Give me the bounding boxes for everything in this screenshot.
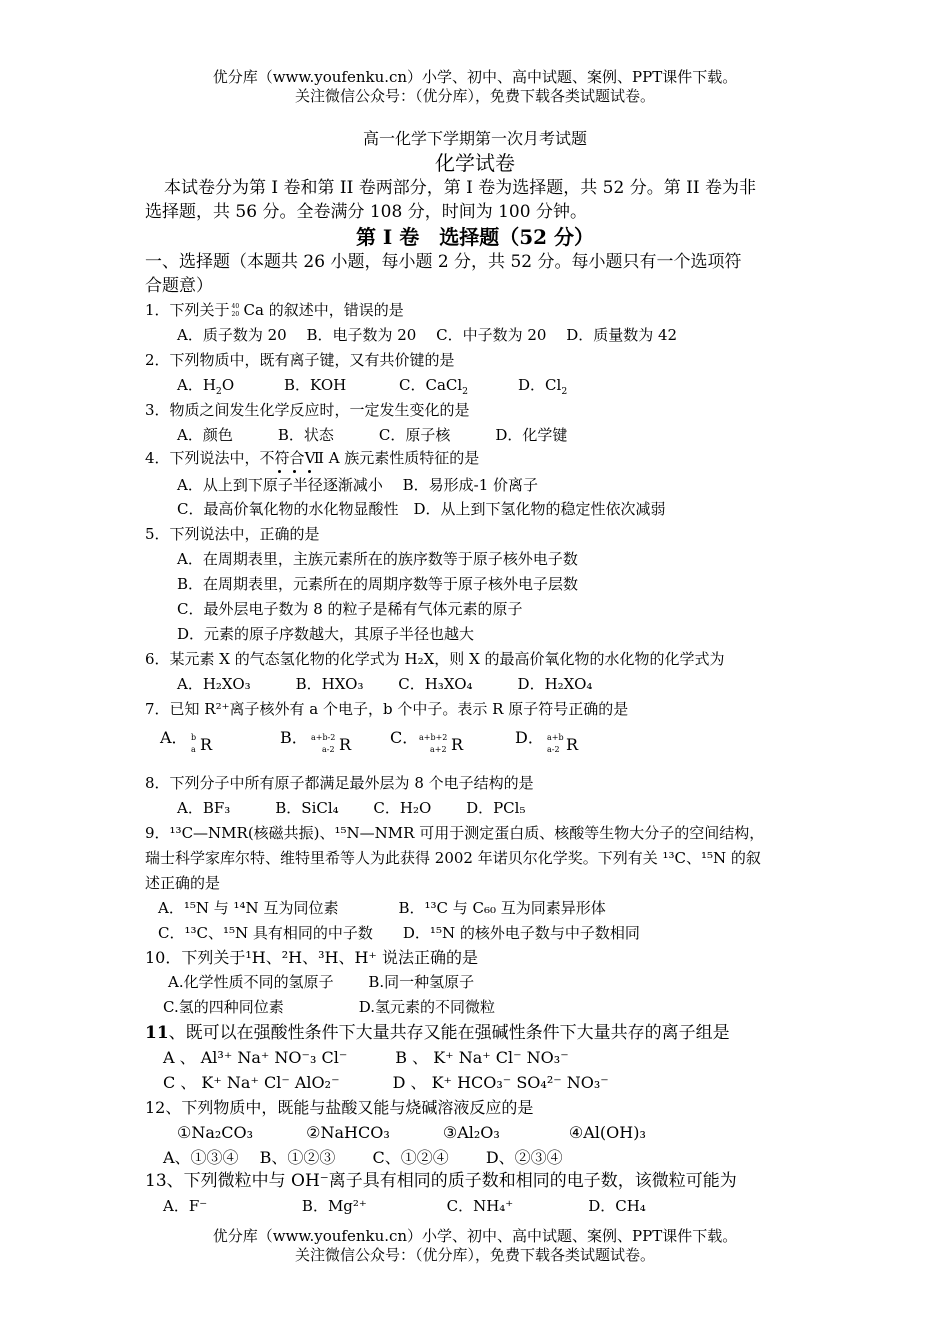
- question-5-stem: 5．下列说法中，正确的是: [145, 525, 320, 543]
- question-6-options: A．H₂XO₃ B．HXO₃ C．H₃XO₄ D．H₂XO₄: [177, 675, 593, 693]
- intro-line-1: 本试卷分为第 I 卷和第 II 卷两部分，第 I 卷为选择题，共 52 分。第 II 卷为非: [164, 178, 756, 198]
- question-9-options-2: C．¹³C、¹⁵N 具有相同的中子数 D．¹⁵N 的核外电子数与中子数相同: [158, 924, 640, 942]
- emphasis-dot: [293, 470, 296, 473]
- question-1-options: A．质子数为 20 B．电子数为 20 C．中子数为 20 D．质量数为 42: [177, 326, 678, 344]
- footer-line-2: 关注微信公众号：（优分库），免费下载各类试题试卷。: [294, 1246, 655, 1264]
- section-instruction-1: 一、选择题（本题共 26 小题，每小题 2 分，共 52 分。每小题只有一个选项符: [145, 252, 742, 272]
- question-9-line-3: 述正确的是: [145, 874, 221, 892]
- question-3-options: A．颜色 B．状态 C．原子核 D．化学键: [177, 426, 568, 444]
- question-12-items: ①Na₂CO₃ ②NaHCO₃ ③Al₂O₃ ④Al(OH)₃: [177, 1123, 646, 1142]
- footer-line-1: 优分库（www.youfenku.cn）小学、初中、高中试题、案例、PPT课件下载。: [212, 1227, 738, 1245]
- question-2-option-c: C．CaCl$_2$: [399, 376, 469, 397]
- emphasis-dot: [278, 470, 281, 473]
- question-7-option-c: C． a+b+2 a+2 R: [390, 728, 464, 754]
- question-9-line-1: 9．¹³C—NMR(核磁共振)、¹⁵N—NMR 可用于测定蛋白质、核酸等生物大分子的空间结构，: [145, 824, 765, 842]
- question-11-stem: 11、既可以在强酸性条件下大量共存又能在强碱性条件下大量共存的离子组是: [145, 1023, 730, 1043]
- question-6-stem: 6．某元素 X 的气态氢化物的化学式为 H₂X，则 X 的最高价氧化物的水化物的化学式为: [145, 650, 725, 668]
- question-2-stem: 2．下列物质中，既有离子键，又有共价键的是: [145, 351, 455, 369]
- question-4-stem: 4．下列说法中，不符合Ⅶ A 族元素性质特征的是: [145, 449, 480, 467]
- question-9-options-1: A．¹⁵N 与 ¹⁴N 互为同位素 B．¹³C 与 C₆₀ 互为同素异形体: [158, 899, 606, 917]
- question-10-stem: 10．下列关于¹H、²H、³H、H⁺ 说法正确的是: [145, 948, 478, 967]
- question-2-option-b: B．KOH: [284, 376, 347, 394]
- question-7-option-d: D． a+b a-2 R: [515, 728, 579, 754]
- question-7-option-b: B． a+b-2 a-2 R: [280, 728, 352, 754]
- question-1-stem: 1．下列关于 40 20 Ca 的叙述中，错误的是: [145, 301, 404, 319]
- question-11-options-2: C 、 K⁺ Na⁺ Cl⁻ AlO₂⁻ D 、 K⁺ HCO₃⁻ SO₄²⁻ NO₃⁻: [163, 1073, 609, 1092]
- exam-title: 高一化学下学期第一次月考试题: [362, 129, 587, 148]
- question-5-option-b: B．在周期表里，元素所在的周期序数等于原子核外电子层数: [177, 575, 579, 593]
- question-5-option-c: C．最外层电子数为 8 的粒子是稀有气体元素的原子: [177, 600, 523, 618]
- question-4-options-2: C．最高价氧化物的水化物显酸性 D．从上到下氢化物的稳定性依次减弱: [177, 500, 666, 518]
- emphasis-dot: [308, 470, 311, 473]
- header-line-1: 优分库（www.youfenku.cn）小学、初中、高中试题、案例、PPT课件下载。: [212, 68, 738, 86]
- question-8-options: A．BF₃ B．SiCl₄ C．H₂O D．PCl₅: [177, 799, 526, 817]
- question-5-option-d: D．元素的原子序数越大，其原子半径也越大: [177, 625, 475, 643]
- question-7-option-a: A． b a R: [160, 728, 213, 754]
- question-10-options-1: A.化学性质不同的氢原子 B.同一种氢原子: [168, 973, 475, 991]
- isotope-mass: 40: [231, 302, 240, 310]
- isotope-number: 20: [231, 310, 240, 318]
- question-12-stem: 12、下列物质中，既能与盐酸又能与烧碱溶液反应的是: [145, 1098, 534, 1117]
- question-13-stem: 13、下列微粒中与 OH⁻离子具有相同的质子数和相同的电子数，该微粒可能为: [145, 1171, 737, 1191]
- question-5-option-a: A．在周期表里，主族元素所在的族序数等于原子核外电子数: [177, 550, 578, 568]
- question-3-stem: 3．物质之间发生化学反应时，一定发生变化的是: [145, 401, 470, 419]
- question-8-stem: 8．下列分子中所有原子都满足最外层为 8 个电子结构的是: [145, 774, 534, 792]
- section-heading: 第 I 卷 选择题（52 分）: [355, 225, 595, 249]
- question-2-option-d: D．$Cl_2$: [518, 376, 568, 397]
- intro-line-2: 选择题，共 56 分。全卷满分 108 分，时间为 100 分钟。: [145, 202, 587, 222]
- question-11-options-1: A 、 Al³⁺ Na⁺ NO⁻₃ Cl⁻ B 、 K⁺ Na⁺ Cl⁻ NO₃⁻: [163, 1048, 569, 1067]
- emphasis-not-conform: 不符合: [259, 449, 305, 467]
- question-2-option-a: A．$H_2O$: [177, 376, 235, 397]
- section-instruction-2: 合题意）: [145, 276, 213, 296]
- header-line-2: 关注微信公众号：（优分库），免费下载各类试题试卷。: [294, 87, 655, 105]
- question-12-options: A、①③④ B、①②③ C、①②④ D、②③④: [163, 1148, 563, 1167]
- question-4-options-1: A．从上到下原子半径逐渐减小 B．易形成-1 价离子: [177, 476, 539, 494]
- question-13-options: A．F⁻ B．Mg²⁺ C．NH₄⁺ D．CH₄: [163, 1197, 646, 1215]
- question-9-line-2: 瑞士科学家库尔特、维特里希等人为此获得 2002 年诺贝尔化学奖。下列有关 ¹³C、¹⁵N 的叙: [145, 849, 761, 867]
- exam-subtitle: 化学试卷: [435, 151, 515, 175]
- question-10-options-2: C.氢的四种同位素 D.氢元素的不同微粒: [163, 998, 495, 1016]
- question-7-stem: 7．已知 R²⁺离子核外有 a 个电子，b 个中子。表示 R 原子符号正确的是: [145, 700, 629, 718]
